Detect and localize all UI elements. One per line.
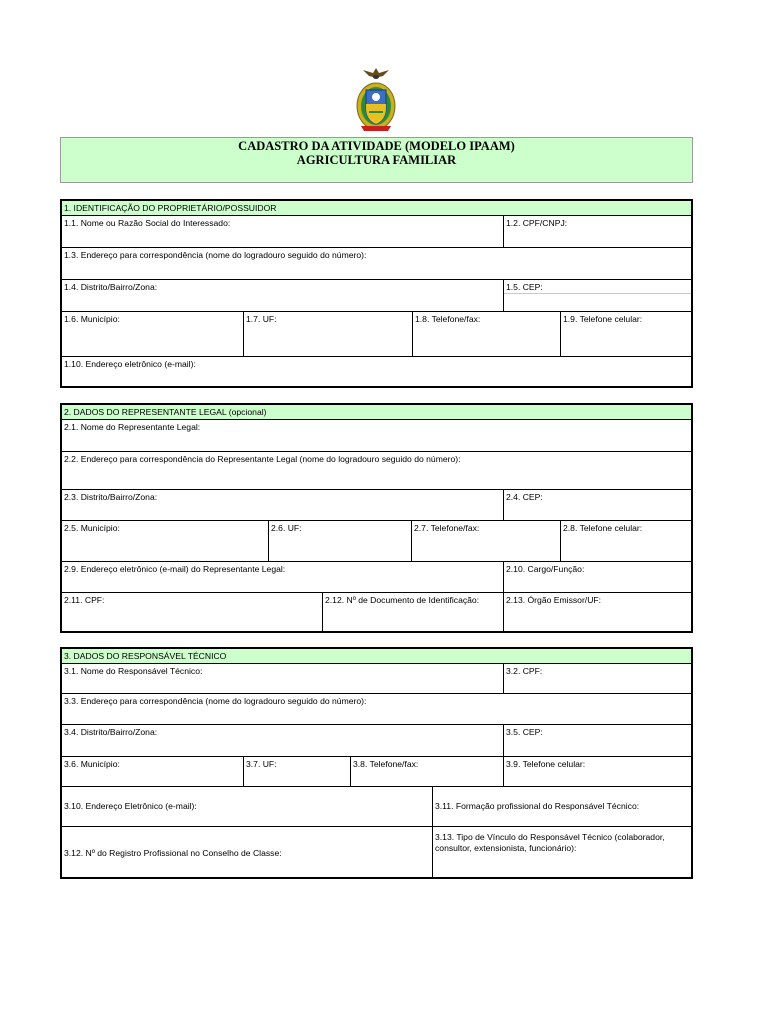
field-cep-label: 1.5. CEP: <box>506 282 543 292</box>
field-endereco[interactable]: 1.3. Endereço para correspondência (nome do logradouro seguido do número): <box>64 250 367 260</box>
section-responsavel-tecnico <box>60 647 693 879</box>
field-nome-representante[interactable]: 2.1. Nome do Representante Legal: <box>64 422 201 432</box>
field-formacao-profissional[interactable]: 3.11. Formação profissional do Responsável Técnico: <box>432 787 691 826</box>
field-telefone-fax-representante[interactable]: 2.7. Telefone/fax: <box>411 521 560 561</box>
field-uf[interactable]: 1.7. UF: <box>243 312 412 356</box>
field-distrito[interactable]: 1.4. Distrito/Bairro/Zona: <box>64 282 158 292</box>
field-endereco-responsavel[interactable]: 3.3. Endereço para correspondência (nome do logradouro seguido do número): <box>64 696 367 706</box>
field-distrito-responsavel[interactable]: 3.4. Distrito/Bairro/Zona: <box>64 727 158 737</box>
section-header: 2. DADOS DO REPRESENTANTE LEGAL (opcional) <box>62 405 691 419</box>
field-cpf-representante[interactable]: 2.11. CPF: <box>64 595 105 605</box>
section-header: 1. IDENTIFICAÇÃO DO PROPRIETÁRIO/POSSUIDOR <box>62 201 691 215</box>
field-nome-interessado[interactable]: 1.1. Nome ou Razão Social do Interessado: <box>64 218 231 228</box>
field-municipio-representante[interactable]: 2.5. Município: <box>64 523 120 533</box>
field-distrito-representante[interactable]: 2.3. Distrito/Bairro/Zona: <box>64 492 158 502</box>
field-cep-responsavel[interactable]: 3.5. CEP: <box>503 725 691 756</box>
form-title: CADASTRO DA ATIVIDADE (MODELO IPAAM) <box>238 139 515 153</box>
form-title-box <box>60 137 693 183</box>
field-telefone-fax[interactable]: 1.8. Telefone/fax: <box>412 312 560 356</box>
field-telefone-celular[interactable]: 1.9. Telefone celular: <box>560 312 691 356</box>
field-telefone-fax-responsavel[interactable]: 3.8. Telefone/fax: <box>350 757 503 786</box>
field-registro-profissional[interactable]: 3.12. Nº do Registro Profissional no Conselho de Classe: <box>64 847 282 858</box>
field-email[interactable]: 1.10. Endereço eletrônico (e-mail): <box>64 359 196 369</box>
field-municipio[interactable]: 1.6. Município: <box>64 314 120 324</box>
field-endereco-representante[interactable]: 2.2. Endereço para correspondência do Representante Legal (nome do logradouro seguido do número): <box>64 454 461 464</box>
field-email-responsavel[interactable]: 3.10. Endereço Eletrônico (e-mail): <box>64 801 197 811</box>
field-uf-representante[interactable]: 2.6. UF: <box>268 521 411 561</box>
field-orgao-emissor[interactable]: 2.13. Órgão Emissor/UF: <box>503 593 691 631</box>
field-email-representante[interactable]: 2.9. Endereço eletrônico (e-mail) do Representante Legal: <box>64 564 286 574</box>
section-proprietario <box>60 199 693 388</box>
field-cpf-cnpj[interactable]: 1.2. CPF/CNPJ: <box>503 216 691 247</box>
field-documento-identificacao[interactable]: 2.12. Nº de Documento de Identificação: <box>322 593 503 631</box>
field-municipio-responsavel[interactable]: 3.6. Município: <box>64 759 120 769</box>
field-celular-responsavel[interactable]: 3.9. Telefone celular: <box>503 757 691 786</box>
field-cep-representante[interactable]: 2.4. CEP: <box>503 490 691 520</box>
field-nome-responsavel[interactable]: 3.1. Nome do Responsável Técnico: <box>64 666 203 676</box>
field-cep[interactable] <box>503 280 691 311</box>
field-tipo-vinculo[interactable]: 3.13. Tipo de Vínculo do Responsável Técnico (colaborador, consultor, extensionista, funcionário): <box>432 827 691 879</box>
field-cargo-funcao[interactable]: 2.10. Cargo/Função: <box>503 562 691 592</box>
section-header: 3. DADOS DO RESPONSÁVEL TÉCNICO <box>62 649 691 663</box>
field-celular-representante[interactable]: 2.8. Telefone celular: <box>560 521 691 561</box>
field-uf-responsavel[interactable]: 3.7. UF: <box>243 757 350 786</box>
section-representante <box>60 403 693 633</box>
state-coat-of-arms-icon <box>355 66 397 134</box>
cep-divider <box>504 293 691 294</box>
form-subtitle: AGRICULTURA FAMILIAR <box>296 153 457 167</box>
field-cpf-responsavel[interactable]: 3.2. CPF: <box>503 664 691 693</box>
